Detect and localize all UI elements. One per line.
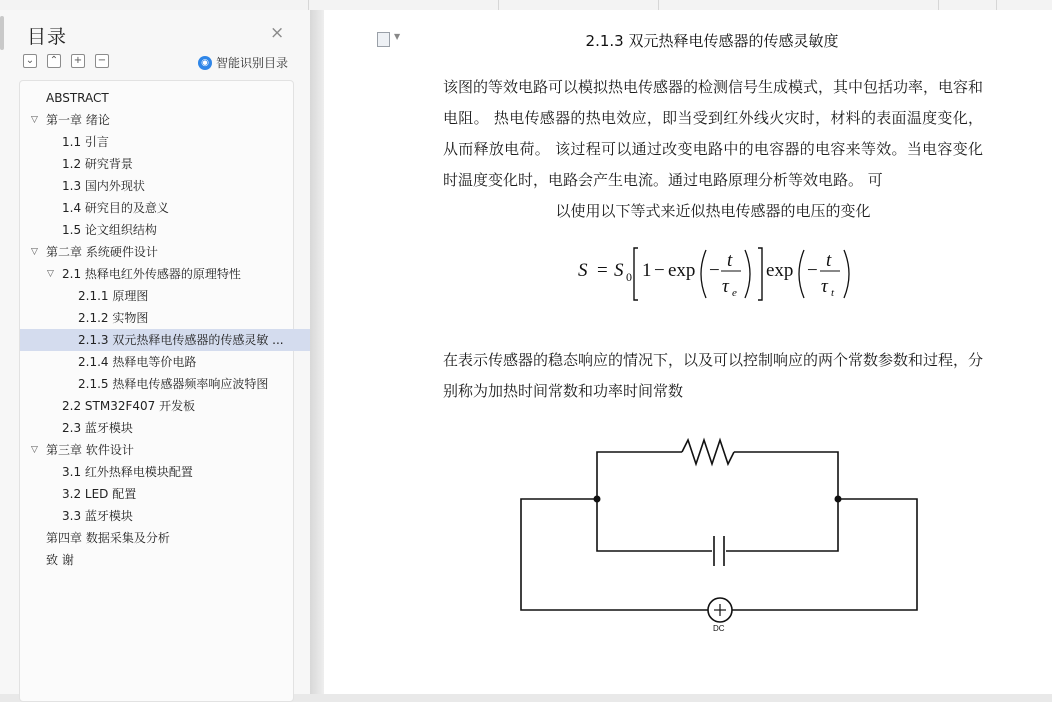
toc-item[interactable] [20, 417, 293, 439]
toc-item-label: 1.1 引言 [62, 135, 109, 149]
toc-item-label: 第三章 软件设计 [46, 443, 134, 457]
formula-t-1: t [727, 250, 733, 271]
ruler-tick [658, 0, 659, 10]
ruler-tick [996, 0, 997, 10]
collapse-all-icon[interactable]: ⌃ [47, 54, 61, 68]
wire-cap-right [726, 499, 838, 551]
toc-item[interactable] [20, 329, 343, 351]
chevron-down-icon[interactable]: ▼ [394, 32, 401, 41]
body-paragraph-1-end: 以使用以下等式来近似热电传感器的电压的变化 [555, 202, 871, 220]
ruler-tick [498, 0, 499, 10]
formula-minus-3: − [807, 260, 818, 281]
ruler-tick [308, 0, 309, 10]
toc-item[interactable] [20, 153, 293, 175]
toc-item[interactable] [20, 439, 293, 461]
formula-exp-1: exp [668, 260, 696, 281]
formula-tau-e: τ [722, 276, 729, 297]
toc-item-label: 2.3 蓝牙模块 [62, 421, 133, 435]
toc-item-label: 第二章 系统硬件设计 [46, 245, 158, 259]
document-page [324, 10, 1052, 694]
add-heading-icon[interactable]: + [71, 54, 85, 68]
chevron-down-icon[interactable]: ▽ [47, 269, 54, 279]
remove-heading-icon[interactable]: − [95, 54, 109, 68]
resistor-symbol [682, 440, 734, 464]
toc-item[interactable] [20, 549, 293, 571]
toc-sidebar [0, 10, 310, 694]
toc-item[interactable] [20, 197, 293, 219]
toc-item-label: 2.1.4 热释电等价电路 [78, 355, 197, 369]
formula-exp-2: exp [766, 260, 794, 281]
paren-right-1 [745, 250, 750, 298]
formula-s0-sub: 0 [626, 270, 632, 284]
close-icon[interactable]: × [270, 23, 285, 43]
paren-left-1 [701, 250, 706, 298]
formula-tau-t-sub: t [831, 287, 835, 299]
toc-item-label: 1.4 研究目的及意义 [62, 201, 169, 215]
toc-item-label: 3.2 LED 配置 [62, 487, 137, 501]
toc-item[interactable] [20, 351, 293, 373]
wire-cap-left [597, 499, 712, 551]
wire-outer-right [732, 499, 917, 610]
toc-item-label: 2.1.1 原理图 [78, 289, 149, 303]
formula-lhs: S [578, 260, 588, 281]
toc-panel [19, 80, 294, 702]
body-paragraph-2: 在表示传感器的稳态响应的情况下，以及可以控制响应的两个常数参数和过程，分别称为加热时间常数和功率时间常数 [443, 351, 984, 400]
smart-toc-button[interactable] [198, 54, 288, 71]
chevron-down-icon[interactable]: ▽ [31, 445, 38, 455]
formula-minus-2: − [709, 260, 720, 281]
toc-item-label: 1.5 论文组织结构 [62, 223, 157, 237]
toc-item-label: 2.1.5 热释电传感器频率响应波特图 [78, 377, 269, 391]
toc-item[interactable] [20, 505, 293, 527]
toc-item-label: 第一章 绪论 [46, 113, 110, 127]
sidebar-scrollbar[interactable] [0, 16, 4, 50]
sidebar-splitter[interactable] [310, 10, 324, 694]
toc-item[interactable] [20, 87, 293, 109]
toc-item[interactable] [20, 307, 293, 329]
toc-item[interactable] [20, 483, 293, 505]
toc-item-label: 致 谢 [46, 553, 74, 567]
toc-item[interactable] [20, 241, 293, 263]
toc-item-label: 2.1.3 双元热释电传感器的传感灵敏 ... [78, 333, 284, 347]
section-heading: 2.1.3 双元热释电传感器的传感灵敏度 [585, 32, 839, 50]
toc-item-label: 1.3 国内外现状 [62, 179, 145, 193]
junction-node-right [835, 496, 842, 503]
toc-item[interactable] [20, 131, 293, 153]
formula-equals: = [597, 260, 608, 281]
body-paragraph-1: 该图的等效电路可以模拟热电传感器的检测信号生成模式，其中包括功率，电容和电阻。 热电传感器的热电效应，即当受到红外线火灾时，材料的表面温度变化，从而释放电荷。 该过程可以通过改变电路中的电容器的电容来等效。当电容变化时温度变化时，电路会产生电流。通过电路原理分析等效电路。 可 [443, 78, 984, 189]
formula-s0: S [614, 260, 624, 281]
toc-item[interactable] [20, 175, 293, 197]
toc-item[interactable] [20, 527, 293, 549]
chevron-down-icon[interactable]: ▽ [31, 247, 38, 257]
toc-item[interactable] [20, 219, 293, 241]
smart-toc-label: 智能识别目录 [216, 56, 289, 70]
toc-item[interactable] [20, 461, 293, 483]
smart-toc-icon: ◉ [198, 56, 212, 70]
wire-top-left [597, 452, 682, 499]
sensitivity-formula [578, 244, 868, 304]
paren-left-2 [799, 250, 804, 298]
formula-tau-e-sub: e [732, 287, 737, 299]
toc-item[interactable] [20, 373, 293, 395]
toc-item-label: 第四章 数据采集及分析 [46, 531, 170, 545]
toc-item[interactable] [20, 109, 293, 131]
toc-item-label: 2.2 STM32F407 开发板 [62, 399, 196, 413]
chevron-down-icon[interactable]: ▽ [31, 115, 38, 125]
toc-item-label: 2.1.2 实物图 [78, 311, 149, 325]
formula-tau-t: τ [821, 276, 828, 297]
toc-list [20, 87, 293, 571]
toc-item-label: 1.2 研究背景 [62, 157, 133, 171]
wire-top-right [734, 452, 838, 499]
expand-all-icon[interactable]: ⌄ [23, 54, 37, 68]
junction-node-left [594, 496, 601, 503]
bracket-left [634, 248, 638, 300]
paren-right-2 [844, 250, 849, 298]
toc-item[interactable] [20, 263, 293, 285]
wire-outer-left [521, 499, 708, 610]
dc-source-label: DC [713, 624, 725, 633]
formula-minus-1: − [654, 260, 665, 281]
toc-item-label: ABSTRACT [46, 91, 109, 105]
bracket-right [758, 248, 762, 300]
formula-t-2: t [826, 250, 832, 271]
toc-item[interactable] [20, 285, 293, 307]
toc-toolbar [23, 54, 109, 68]
toc-item-label: 2.1 热释电红外传感器的原理特性 [62, 267, 241, 281]
equivalent-circuit-diagram [518, 436, 920, 636]
toc-item[interactable] [20, 395, 293, 417]
ruler-tick [938, 0, 939, 10]
toc-title: 目录 [27, 26, 68, 48]
toc-item-label: 3.1 红外热释电模块配置 [62, 465, 193, 479]
toc-item-label: 3.3 蓝牙模块 [62, 509, 133, 523]
formula-one: 1 [642, 260, 652, 281]
